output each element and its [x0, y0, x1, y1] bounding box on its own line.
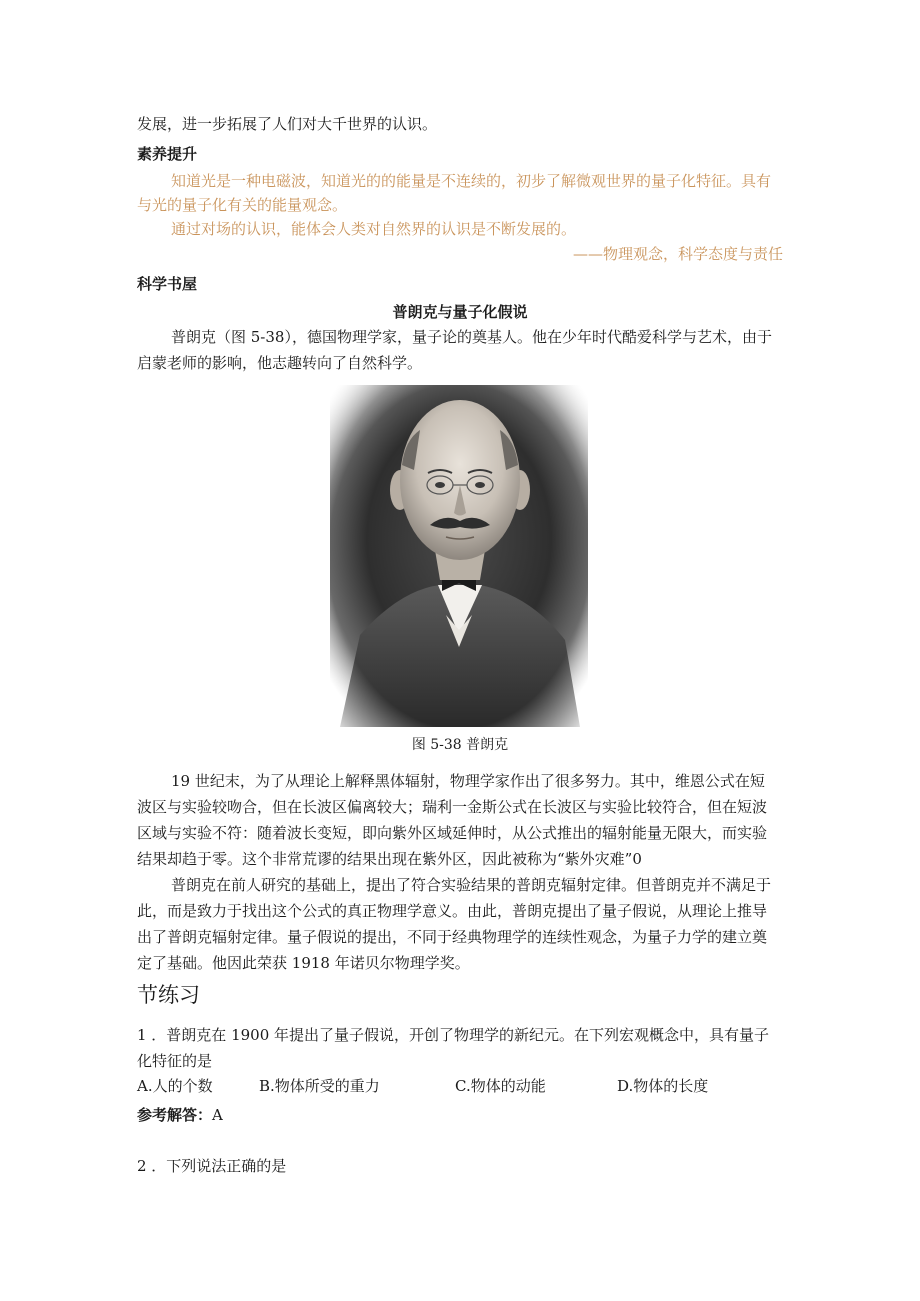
intro-line-2: 启蒙老师的影响，他志趣转向了自然科学。 [137, 354, 423, 372]
bookhouse-heading: 科学书屋 [137, 275, 198, 293]
paragraph-1-line-4: 结果却趋于零。这个非常荒谬的结果出现在紫外区，因此被称为“紫外灾难”0 [137, 850, 642, 868]
answer-value: A [212, 1106, 223, 1124]
question-1-option-c: C.物体的动能 [455, 1077, 546, 1095]
planck-portrait [330, 385, 588, 727]
continued-text: 发展，进一步拓展了人们对大千世界的认识。 [137, 115, 438, 133]
literacy-paragraph-1-line-2: 与光的量子化有关的能量观念。 [137, 196, 348, 214]
answer-label: 参考解答： [137, 1106, 213, 1124]
paragraph-2-line-2: 此，而是致力于找出这个公式的真正物理学意义。由此，普朗克提出了量子假说，从理论上推导 [137, 902, 768, 920]
literacy-paragraph-1-line-1: 知道光是一种电磁波，知道光的的能量是不连续的，初步了解微观世界的量子化特征。具有 [171, 172, 772, 190]
paragraph-1-line-2: 波区与实验较吻合，但在长波区偏离较大；瑞利一金斯公式在长波区与实验比较符合，但在短波 [137, 798, 768, 816]
question-1-option-d: D.物体的长度 [617, 1077, 709, 1095]
question-1-option-b: B.物体所受的重力 [259, 1077, 380, 1095]
literacy-heading: 素养提升 [137, 145, 198, 163]
question-2: 2 ．下列说法正确的是 [137, 1157, 287, 1175]
question-1-option-a: A.人的个数 [137, 1077, 213, 1095]
answer-line [137, 1102, 223, 1128]
intro-line-1: 普朗克（图 5-38），德国物理学家，量子论的奠基人。他在少年时代酷爱科学与艺术，由于 [171, 328, 772, 346]
paragraph-1-line-1: 19 世纪末，为了从理论上解释黑体辐射，物理学家作出了很多努力。其中，维恩公式在短 [171, 772, 765, 790]
question-1-line-2: 化特征的是 [137, 1052, 213, 1070]
paragraph-2-line-3: 出了普朗克辐射定律。量子假说的提出，不同于经典物理学的连续性观念，为量子力学的建立奠 [137, 928, 768, 946]
paragraph-2-line-4: 定了基础。他因此荣获 1918 年诺贝尔物理学奖。 [137, 954, 470, 972]
article-title: 普朗克与量子化假说 [392, 303, 528, 321]
paragraph-1-line-3: 区域与实验不符：随着波长变短，即向紫外区域延伸时，从公式推出的辐射能量无限大，而实验 [137, 824, 768, 842]
figure-caption: 图 5-38 普朗克 [411, 737, 509, 753]
exercise-section-title: 节练习 [137, 983, 200, 1007]
portrait-illustration [330, 385, 588, 727]
paragraph-2-line-1: 普朗克在前人研究的基础上，提出了符合实验结果的普朗克辐射定律。但普朗克并不满足于 [171, 876, 772, 894]
literacy-paragraph-2: 通过对场的认识，能体会人类对自然界的认识是不断发展的。 [171, 220, 577, 238]
literacy-signature: ——物理观念，科学态度与责任 [572, 245, 783, 263]
question-1-line-1: 1 ．普朗克在 1900 年提出了量子假说，开创了物理学的新纪元。在下列宏观概念中，具有量子 [137, 1026, 770, 1044]
